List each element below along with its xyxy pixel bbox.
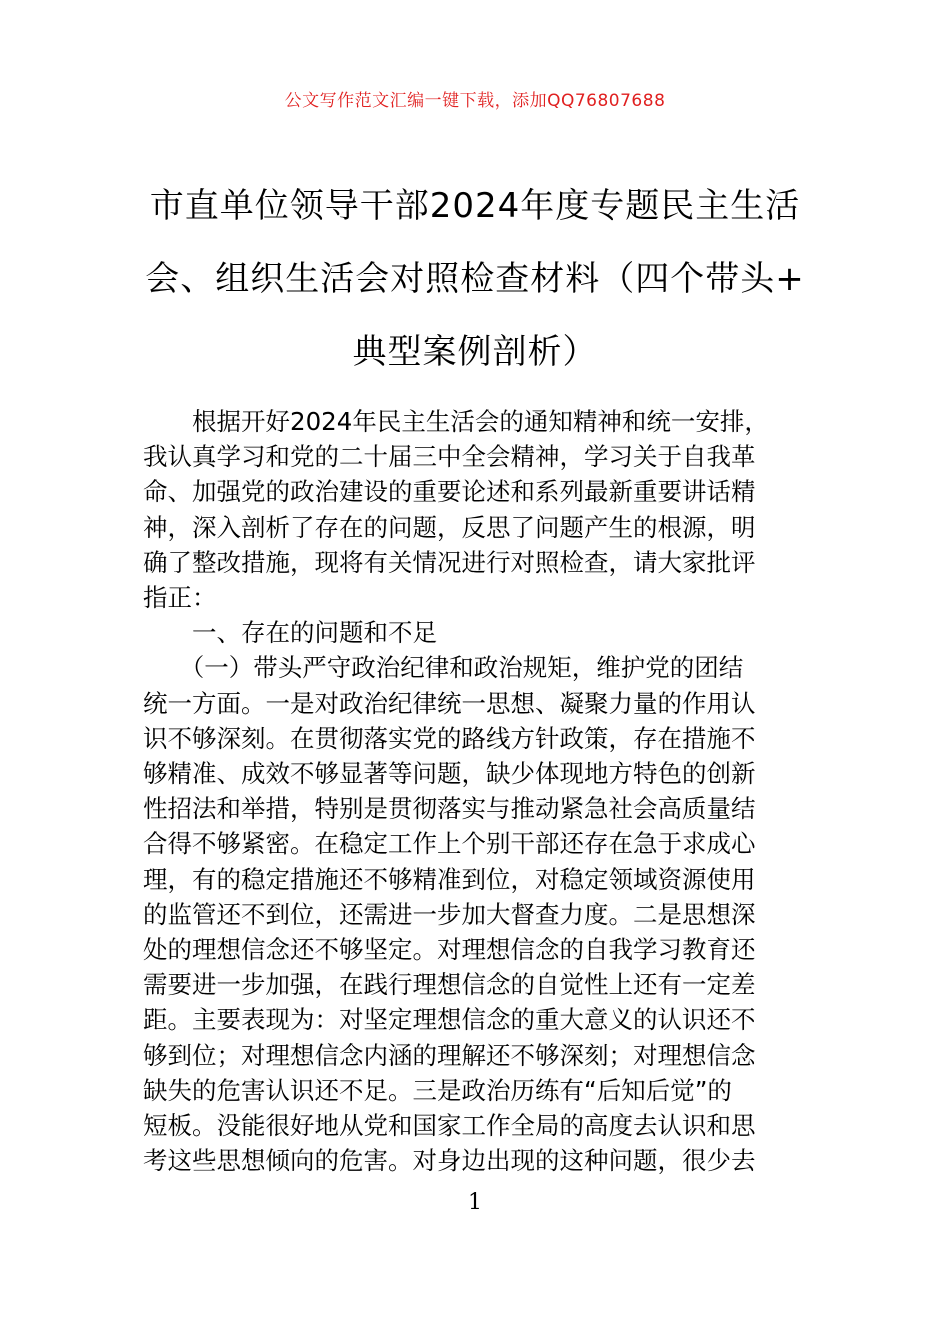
body-line: 命、加强党的政治建设的重要论述和系列最新重要讲话精 bbox=[143, 477, 756, 507]
body-line: 确了整改措施，现将有关情况进行对照检查，请大家批评 bbox=[143, 547, 756, 577]
body-line: 指正： bbox=[143, 583, 217, 613]
body-line: 短板。没能很好地从党和国家工作全局的高度去认识和思 bbox=[143, 1111, 756, 1141]
body-line: 的监管还不到位，还需进一步加大督查力度。二是思想深 bbox=[143, 899, 756, 929]
section-heading: 一、存在的问题和不足 bbox=[143, 618, 437, 648]
body-line: 理，有的稳定措施还不够精准到位，对稳定领域资源使用 bbox=[143, 864, 756, 894]
body-line: 统一方面。一是对政治纪律统一思想、凝聚力量的作用认 bbox=[143, 688, 756, 718]
body-line: 合得不够紧密。在稳定工作上个别干部还存在急于求成心 bbox=[143, 829, 756, 859]
title-line: 会、组织生活会对照检查材料（四个带头+ bbox=[145, 259, 805, 299]
body-line: 够到位；对理想信念内涵的理解还不够深刻；对理想信念 bbox=[143, 1040, 756, 1070]
body-line: 根据开好2024年民主生活会的通知精神和统一安排， bbox=[143, 407, 769, 436]
body-line: 性招法和举措，特别是贯彻落实与推动紧急社会高质量结 bbox=[143, 794, 756, 824]
body-line: 考这些思想倾向的危害。对身边出现的这种问题，很少去 bbox=[143, 1146, 756, 1176]
title-line: 典型案例剖析） bbox=[352, 332, 598, 372]
body-line: 我认真学习和党的二十届三中全会精神，学习关于自我革 bbox=[143, 442, 756, 472]
title-line: 市直单位领导干部2024年度专题民主生活 bbox=[149, 186, 801, 226]
body-line: 神，深入剖析了存在的问题，反思了问题产生的根源，明 bbox=[143, 512, 756, 542]
body-line: 缺失的危害认识还不足。三是政治历练有“后知后觉”的 bbox=[143, 1075, 732, 1105]
body-line: 需要进一步加强，在践行理想信念的自觉性上还有一定差 bbox=[143, 970, 756, 1000]
body-line: 够精准、成效不够显著等问题，缺少体现地方特色的创新 bbox=[143, 759, 756, 789]
body-line: （一）带头严守政治纪律和政治规矩，维护党的团结 bbox=[143, 653, 744, 683]
watermark-ad: 公文写作范文汇编一键下载，添加QQ76807688 bbox=[284, 91, 666, 111]
document-title bbox=[140, 170, 810, 389]
document-body bbox=[143, 404, 807, 1178]
body-line: 识不够深刻。在贯彻落实党的路线方针政策，存在措施不 bbox=[143, 723, 756, 753]
body-line: 处的理想信念还不够坚定。对理想信念的自我学习教育还 bbox=[143, 935, 756, 965]
page-number: 1 bbox=[468, 1190, 482, 1215]
body-line: 距。主要表现为：对坚定理想信念的重大意义的认识还不 bbox=[143, 1005, 756, 1035]
